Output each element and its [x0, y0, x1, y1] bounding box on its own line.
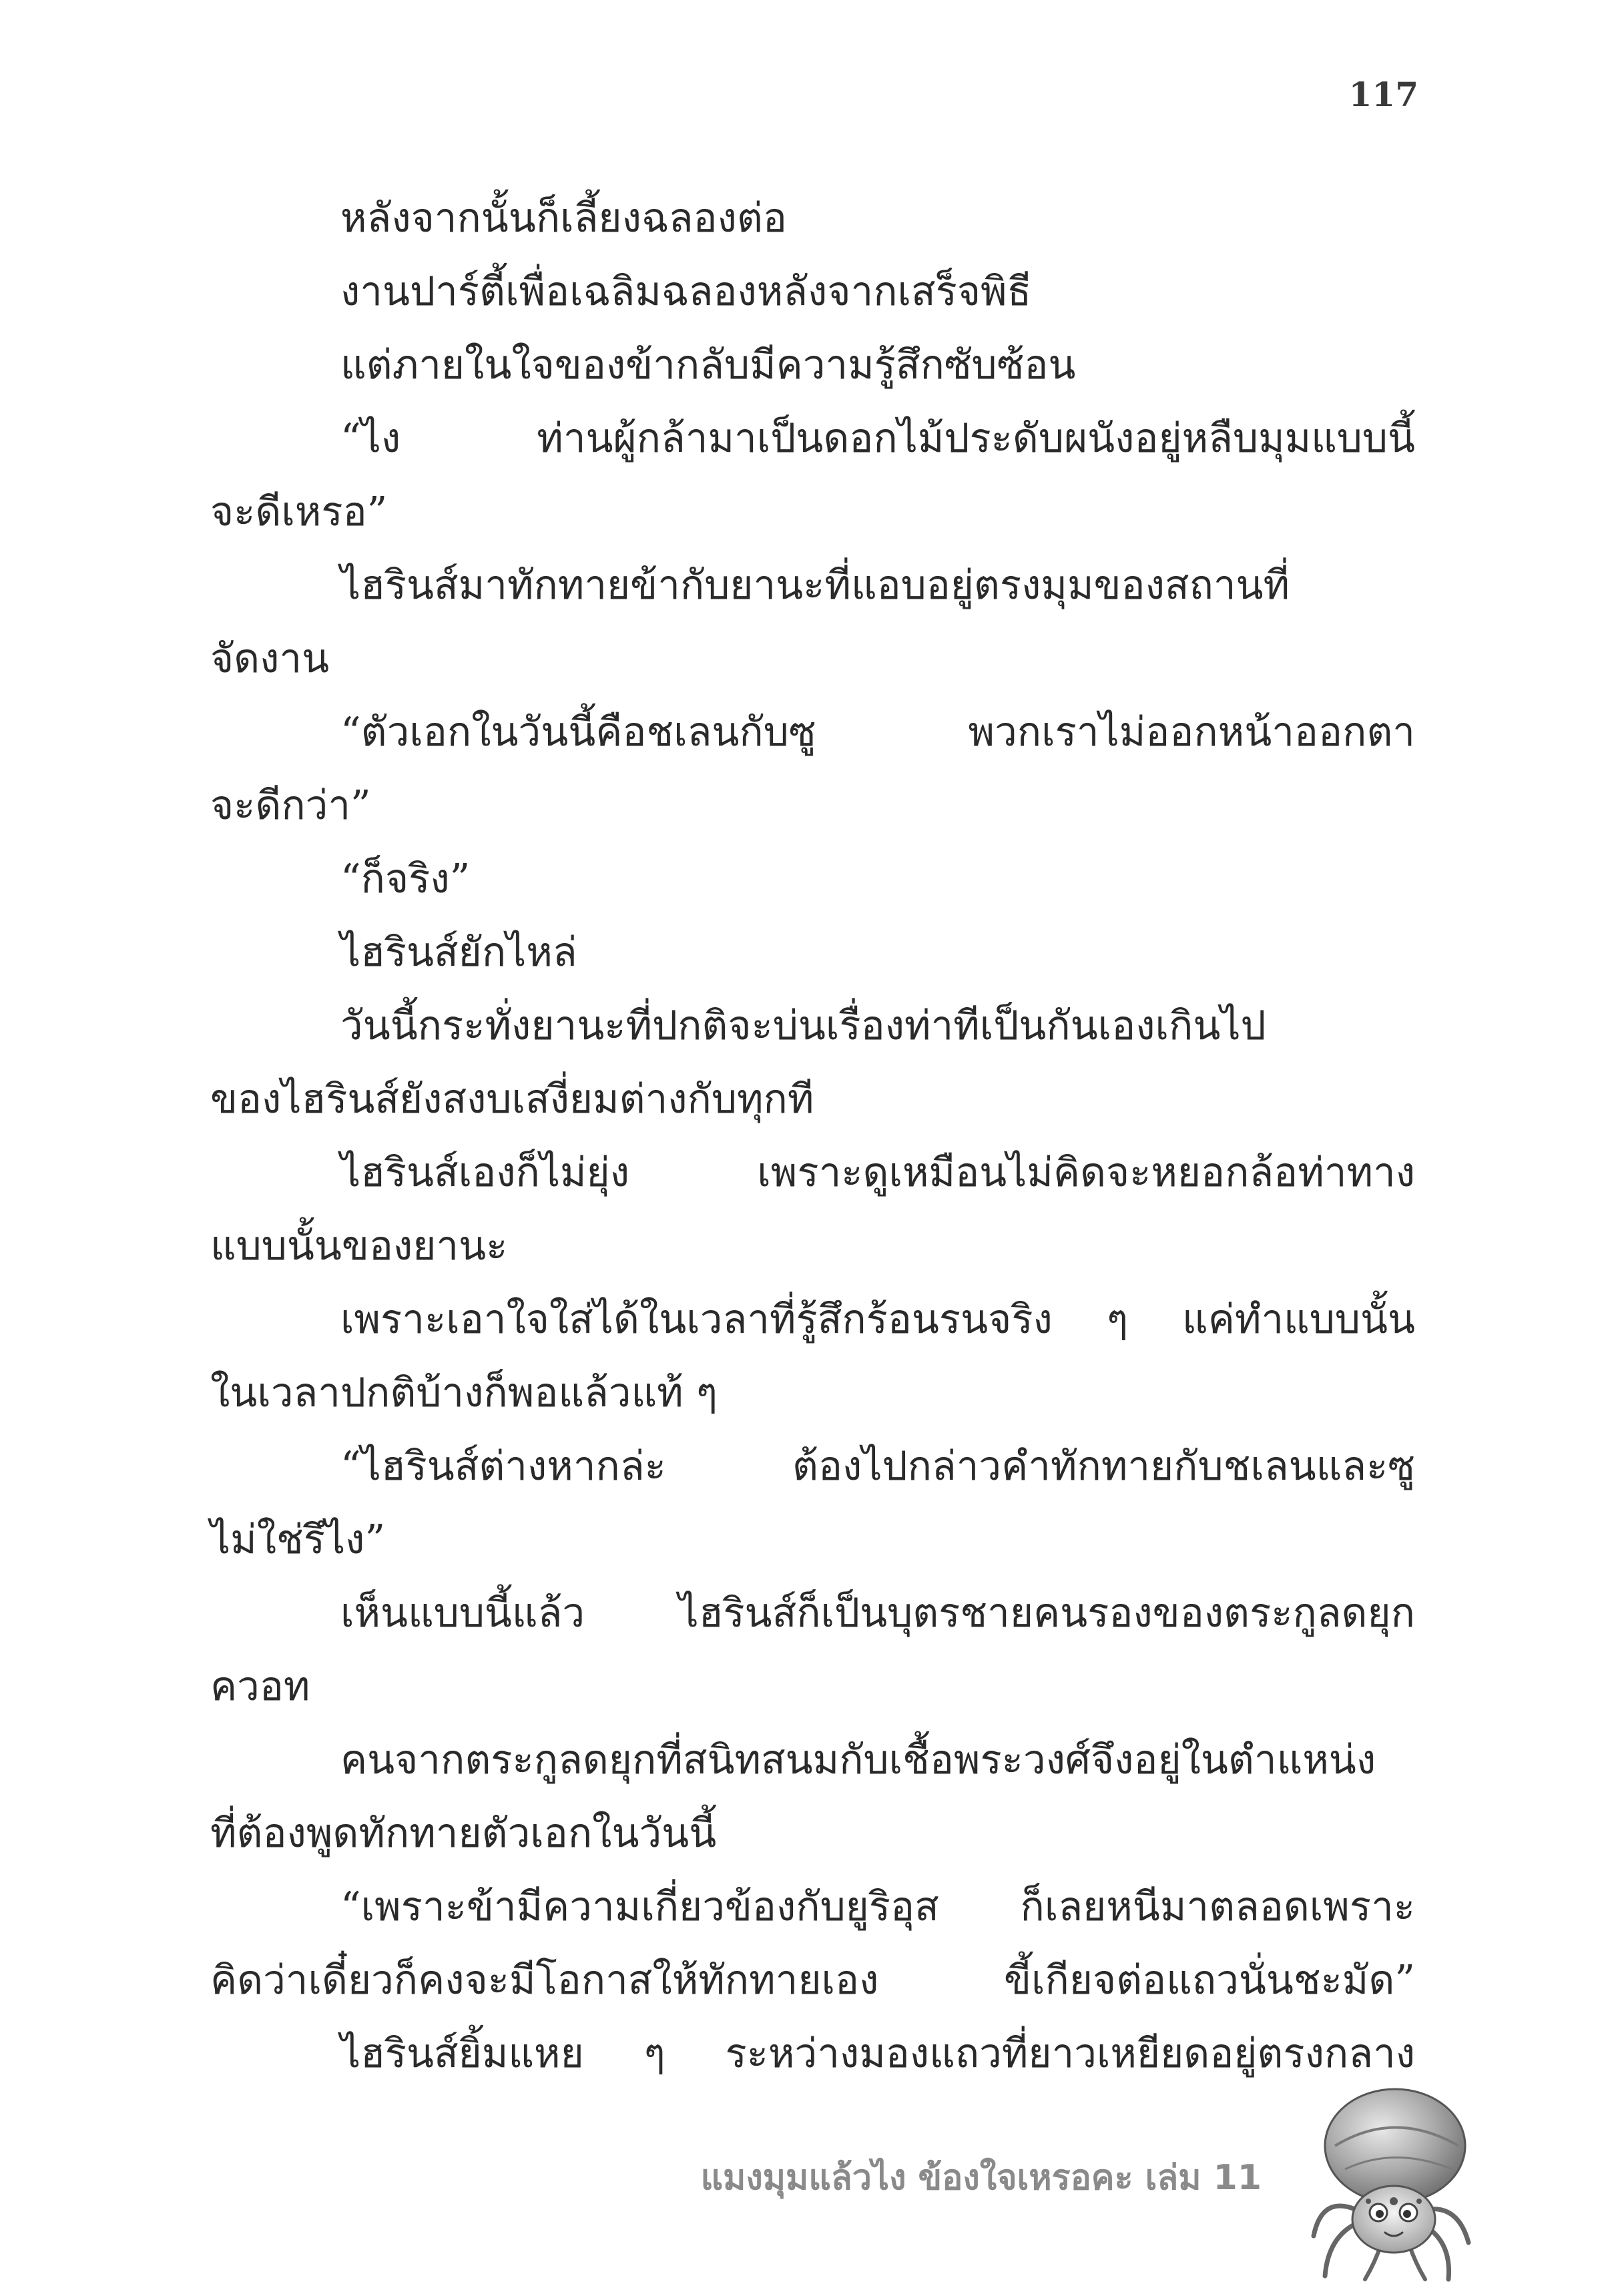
text-line: “ตัวเอกในวันนี้คือชเลนกับซู พวกเราไม่ออกหน้าออกตา — [340, 709, 1415, 756]
text-line: ควอท — [210, 1663, 310, 1710]
text-line: ไฮรินส์ยักไหล่ — [340, 929, 577, 976]
text-line: ไม่ใช่รึไง” — [210, 1516, 386, 1563]
text-line: ไฮรินส์ยิ้มแหย ๆ ระหว่างมองแถวที่ยาวเหยียดอยู่ตรงกลาง — [340, 2030, 1415, 2077]
text-line: แต่ภายในใจของข้ากลับมีความรู้สึกซับซ้อน — [340, 342, 1076, 388]
running-footer-title: แมงมุมแล้วไง ข้องใจเหรอคะ เล่ม 11 — [700, 2158, 1262, 2198]
text-line: เห็นแบบนี้แล้ว ไฮรินส์ก็เป็นบุตรชายคนรองของตระกูลดยุก — [340, 1590, 1415, 1637]
text-line: คนจากตระกูลดยุกที่สนิทสนมกับเชื้อพระวงศ์จึงอยู่ในตำแหน่ง — [340, 1737, 1376, 1783]
text-line: “ไง ท่านผู้กล้ามาเป็นดอกไม้ประดับผนังอยู่หลืบมุมแบบนี้ — [340, 415, 1415, 462]
text-line: คิดว่าเดี๋ยวก็คงจะมีโอกาสให้ทักทายเอง ขี้เกียจต่อแถวนั่นชะมัด” — [210, 1957, 1415, 2004]
text-line: ที่ต้องพูดทักทายตัวเอกในวันนี้ — [210, 1810, 717, 1857]
text-line: ไฮรินส์มาทักทายข้ากับยานะที่แอบอยู่ตรงมุมของสถานที่ — [340, 562, 1290, 609]
text-line: “ไฮรินส์ต่างหากล่ะ ต้องไปกล่าวคำทักทายกับชเลนและซู — [340, 1443, 1415, 1490]
page-number: 117 — [1348, 75, 1418, 114]
text-line: “เพราะข้ามีความเกี่ยวข้องกับยูริอุส ก็เลยหนีมาตลอดเพราะ — [340, 1884, 1415, 1930]
text-line: ในเวลาปกติบ้างก็พอแล้วแท้ ๆ — [210, 1370, 718, 1416]
text-line: จัดงาน — [210, 635, 330, 682]
text-line: วันนี้กระทั่งยานะที่ปกติจะบ่นเรื่องท่าทีเป็นกันเองเกินไป — [340, 1002, 1266, 1049]
text-line: จะดีกว่า” — [210, 782, 371, 829]
text-line: แบบนั้นของยานะ — [210, 1223, 508, 1269]
text-line: “ก็จริง” — [340, 856, 471, 902]
text-line: ของไฮรินส์ยังสงบเสงี่ยมต่างกับทุกที — [210, 1076, 814, 1123]
spider-mascot-illustration — [1308, 2082, 1475, 2283]
text-line: เพราะเอาใจใส่ได้ในเวลาที่รู้สึกร้อนรนจริง ๆ แค่ทำแบบนั้น — [340, 1296, 1415, 1343]
text-line: ไฮรินส์เองก็ไม่ยุ่ง เพราะดูเหมือนไม่คิดจะหยอกล้อท่าทาง — [340, 1149, 1415, 1196]
text-line: งานปาร์ตี้เพื่อเฉลิมฉลองหลังจากเสร็จพิธี — [340, 268, 1032, 315]
text-line: จะดีเหรอ” — [210, 489, 388, 535]
body-text — [210, 182, 1415, 2090]
text-line: หลังจากนั้นก็เลี้ยงฉลองต่อ — [340, 195, 787, 242]
